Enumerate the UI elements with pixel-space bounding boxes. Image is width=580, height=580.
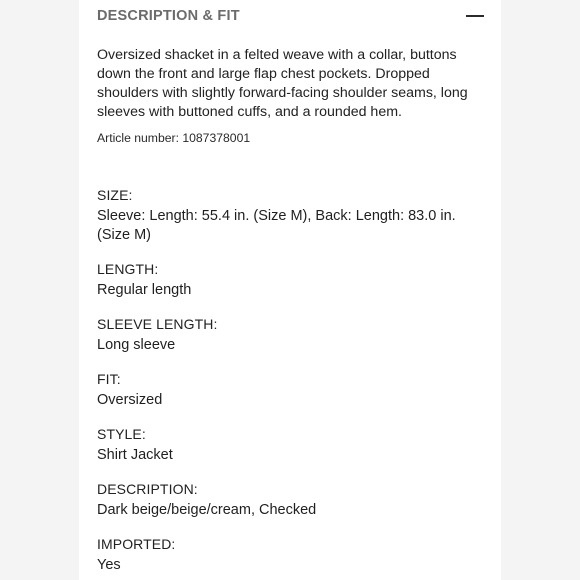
attribute-label: FIT:: [97, 371, 121, 387]
attribute-label: IMPORTED:: [97, 536, 176, 552]
attribute-fit: [97, 370, 489, 410]
collapse-toggle-button[interactable]: [465, 6, 485, 26]
section-header[interactable]: [97, 6, 485, 28]
product-description: Oversized shacket in a felted weave with a collar, buttons down the front and large flap chest pockets. Dropped shoulders with slightly forward-facing shoulder seams, long sleeves with buttoned cuffs, and a rounded hem.: [97, 47, 468, 120]
attribute-length: [97, 260, 489, 300]
attribute-value: Sleeve: Length: 55.4 in. (Size M), Back: Length: 83.0 in. (Size M): [97, 208, 456, 243]
attribute-label: SIZE:: [97, 187, 133, 203]
attribute-label: LENGTH:: [97, 261, 159, 277]
attribute-label: SLEEVE LENGTH:: [97, 316, 218, 332]
attributes-list: [97, 186, 489, 580]
attribute-style: [97, 425, 489, 465]
article-number: Article number: 1087378001: [97, 131, 251, 145]
minus-icon: [466, 15, 484, 17]
section-title: DESCRIPTION & FIT: [97, 8, 240, 24]
attribute-label: DESCRIPTION:: [97, 481, 198, 497]
description-fit-panel: [79, 0, 501, 580]
attribute-imported: [97, 535, 489, 575]
attribute-value: Regular length: [97, 282, 192, 298]
attribute-sleeve-length: [97, 315, 489, 355]
attribute-label: STYLE:: [97, 426, 146, 442]
attribute-value: Yes: [97, 557, 121, 573]
attribute-value: Oversized: [97, 392, 163, 408]
attribute-description: [97, 480, 489, 520]
attribute-size: [97, 186, 489, 245]
attribute-value: Dark beige/beige/cream, Checked: [97, 502, 317, 518]
attribute-value: Long sleeve: [97, 337, 176, 353]
attribute-value: Shirt Jacket: [97, 447, 173, 463]
